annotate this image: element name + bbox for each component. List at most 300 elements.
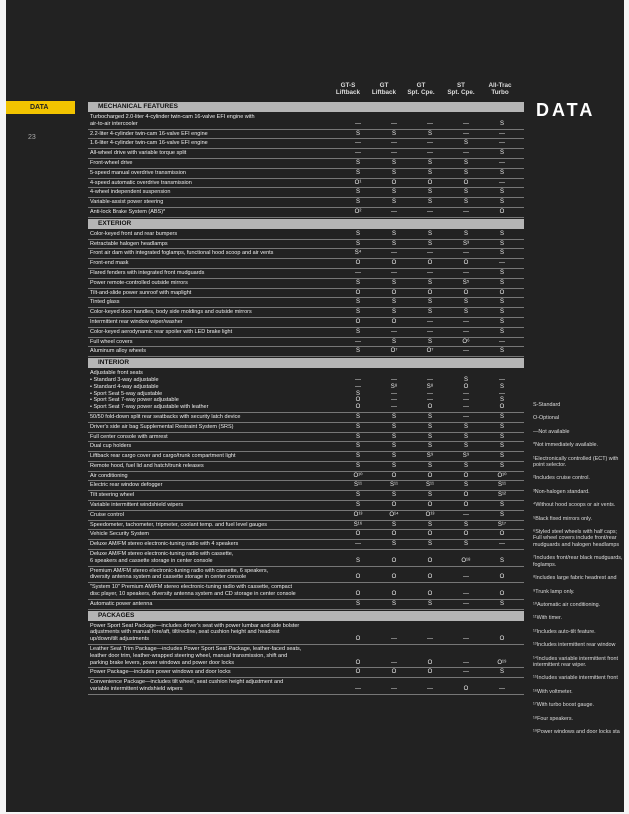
value-text: — bbox=[499, 390, 505, 397]
value-text: O bbox=[499, 531, 505, 538]
table-row bbox=[88, 521, 524, 531]
feature-line: Power Package—includes power windows and door locks bbox=[90, 669, 231, 676]
table-row bbox=[88, 169, 524, 179]
value-text: S bbox=[391, 423, 396, 430]
value-text: — bbox=[499, 140, 505, 147]
feature-line: Remote hood, fuel lid and hatch/trunk releases bbox=[90, 462, 204, 469]
value-text: O bbox=[463, 260, 469, 267]
value-text: S bbox=[355, 199, 360, 206]
value-text: O bbox=[391, 260, 397, 267]
value-text: S bbox=[499, 383, 504, 390]
value-text: S bbox=[427, 462, 432, 469]
value-cell bbox=[448, 230, 484, 239]
legend-item: ³Non-halogen standard. bbox=[533, 488, 590, 495]
feature-label bbox=[88, 259, 340, 268]
value-cell bbox=[340, 159, 376, 168]
feature-label bbox=[88, 240, 340, 249]
feature-label bbox=[88, 159, 340, 168]
value-cell bbox=[340, 149, 376, 158]
value-cell bbox=[484, 550, 520, 566]
table-row bbox=[88, 481, 524, 491]
value-text: — bbox=[427, 140, 433, 147]
value-cell bbox=[484, 328, 520, 337]
value-text: O bbox=[427, 502, 433, 509]
value-cell bbox=[340, 423, 376, 432]
value-cell bbox=[412, 298, 448, 307]
table-row bbox=[88, 269, 524, 279]
value-cell bbox=[340, 289, 376, 298]
table-row bbox=[88, 491, 524, 501]
table-row bbox=[88, 347, 524, 357]
value-cell bbox=[340, 413, 376, 422]
value-cell bbox=[376, 530, 412, 539]
feature-line: Anti-lock Brake System (ABS)* bbox=[90, 208, 166, 215]
value-cell bbox=[412, 159, 448, 168]
feature-label bbox=[88, 462, 340, 471]
value-cell bbox=[376, 279, 412, 288]
value-cell bbox=[412, 139, 448, 148]
table-row bbox=[88, 198, 524, 208]
table-row bbox=[88, 600, 524, 610]
feature-label bbox=[88, 279, 340, 288]
value-text: — bbox=[463, 669, 469, 676]
table-row bbox=[88, 188, 524, 198]
value-text: S bbox=[427, 521, 432, 528]
value-text: — bbox=[427, 390, 433, 397]
table-row bbox=[88, 279, 524, 289]
value-cell bbox=[484, 169, 520, 178]
table-row bbox=[88, 139, 524, 149]
value-text: S⁹ bbox=[462, 453, 470, 460]
table-row bbox=[88, 413, 524, 423]
table-row bbox=[88, 149, 524, 159]
value-text: S bbox=[427, 541, 432, 548]
legend-item: —Not available bbox=[533, 428, 570, 435]
value-text: S bbox=[355, 600, 360, 607]
value-cell bbox=[376, 645, 412, 667]
feature-line: Variable-assist power steering bbox=[90, 199, 164, 206]
feature-label bbox=[88, 369, 340, 412]
value-text: O bbox=[499, 289, 505, 296]
value-text: O bbox=[463, 472, 469, 479]
value-cell bbox=[412, 259, 448, 268]
feature-line: All-wheel drive with variable torque split bbox=[90, 150, 187, 157]
value-text: — bbox=[499, 179, 505, 186]
value-cell bbox=[448, 113, 484, 129]
value-cell bbox=[376, 169, 412, 178]
feature-line: disc player, 10 speakers, diversity antenna system and CD storage in center console bbox=[90, 591, 296, 598]
legend-item: ⁵Black fixed mirrors only. bbox=[533, 515, 593, 522]
value-cell bbox=[448, 540, 484, 549]
value-cell bbox=[340, 130, 376, 139]
value-cell bbox=[412, 130, 448, 139]
value-text: S bbox=[355, 159, 360, 166]
value-text: O bbox=[355, 591, 361, 598]
value-cell bbox=[484, 481, 520, 490]
value-text: O bbox=[499, 404, 505, 411]
feature-line: Premium AM/FM stereo electronic-tuning radio with cassette, 6 speakers, bbox=[90, 567, 269, 574]
legend-item: ²Includes cruise control. bbox=[533, 475, 590, 482]
value-text: O bbox=[355, 404, 361, 411]
value-cell bbox=[340, 491, 376, 500]
table-row bbox=[88, 511, 524, 521]
feature-line: Automatic power antenna bbox=[90, 600, 153, 607]
value-text: S bbox=[463, 199, 468, 206]
value-text: S bbox=[499, 413, 504, 420]
value-text: S bbox=[391, 230, 396, 237]
legend-item: ¹⁶With voltmeter. bbox=[533, 688, 573, 695]
feature-line: Cruise control bbox=[90, 511, 124, 518]
value-cell bbox=[412, 149, 448, 158]
column-header bbox=[441, 82, 481, 96]
value-text: — bbox=[355, 376, 361, 383]
feature-label bbox=[88, 540, 340, 549]
value-text: S bbox=[391, 413, 396, 420]
table-row bbox=[88, 442, 524, 452]
value-text: S bbox=[499, 189, 504, 196]
value-cell bbox=[340, 583, 376, 599]
value-text: O bbox=[427, 557, 433, 564]
value-text: S bbox=[499, 557, 504, 564]
legend-item: ⁸Includes large fabric headrest and bbox=[533, 575, 617, 582]
feature-label bbox=[88, 269, 340, 278]
legend-item: *Not immediately available. bbox=[533, 442, 599, 449]
value-text: — bbox=[391, 376, 397, 383]
value-cell bbox=[484, 308, 520, 317]
value-text: S bbox=[427, 199, 432, 206]
value-cell bbox=[484, 208, 520, 217]
value-cell bbox=[448, 149, 484, 158]
value-text: — bbox=[427, 328, 433, 335]
table-row bbox=[88, 328, 524, 338]
feature-line: Flared fenders with integrated front mudguards bbox=[90, 269, 205, 276]
feature-label bbox=[88, 521, 340, 530]
value-text: O bbox=[463, 179, 469, 186]
feature-label bbox=[88, 550, 340, 566]
feature-line: Color-keyed aerodynamic rear spoiler with LED brake light bbox=[90, 328, 233, 335]
value-cell bbox=[340, 481, 376, 490]
value-text: S bbox=[499, 309, 504, 316]
feature-label bbox=[88, 298, 340, 307]
value-text: S bbox=[427, 169, 432, 176]
feature-line: Deluxe AM/FM stereo electronic-tuning radio with cassette, bbox=[90, 551, 234, 558]
value-text: S bbox=[427, 130, 432, 137]
value-cell bbox=[484, 645, 520, 667]
value-text: S¹¹ bbox=[498, 482, 506, 489]
value-text: O bbox=[427, 574, 433, 581]
value-cell bbox=[340, 139, 376, 148]
value-text bbox=[412, 370, 448, 377]
feature-line: Tilt-and-slide power sunroof with maplight bbox=[90, 289, 192, 296]
value-text: S bbox=[391, 338, 396, 345]
value-cell bbox=[448, 678, 484, 694]
value-text: — bbox=[391, 328, 397, 335]
value-cell bbox=[340, 188, 376, 197]
value-cell bbox=[340, 530, 376, 539]
value-text: O bbox=[427, 289, 433, 296]
legend-item: ¹⁹Power windows and door locks sta bbox=[533, 728, 620, 735]
value-text: — bbox=[427, 686, 433, 693]
value-cell bbox=[448, 600, 484, 609]
value-text: — bbox=[391, 269, 397, 276]
column-header bbox=[328, 82, 368, 96]
value-text: S bbox=[355, 462, 360, 469]
value-text: S bbox=[391, 541, 396, 548]
value-text: — bbox=[499, 376, 505, 383]
value-text: S bbox=[391, 240, 396, 247]
column-header bbox=[480, 82, 520, 96]
value-text: O bbox=[355, 659, 361, 666]
value-cell bbox=[376, 338, 412, 347]
value-cell bbox=[448, 521, 484, 530]
table-row bbox=[88, 567, 524, 584]
value-cell bbox=[376, 269, 412, 278]
column-header bbox=[364, 82, 404, 96]
feature-label bbox=[88, 622, 340, 644]
value-text: — bbox=[499, 338, 505, 345]
table-row bbox=[88, 622, 524, 645]
value-cell bbox=[412, 550, 448, 566]
value-text: S bbox=[499, 150, 504, 157]
value-cell bbox=[484, 423, 520, 432]
feature-line: up/down/tilt adjustments bbox=[90, 636, 150, 643]
value-text: S bbox=[499, 318, 504, 325]
value-cell bbox=[448, 279, 484, 288]
value-cell bbox=[484, 462, 520, 471]
value-text: — bbox=[463, 208, 469, 215]
value-cell bbox=[484, 452, 520, 461]
value-text: O bbox=[355, 669, 361, 676]
value-text: — bbox=[391, 250, 397, 257]
feature-line: • Standard 3-way adjustable bbox=[90, 376, 159, 383]
table-row bbox=[88, 230, 524, 240]
value-text: S bbox=[427, 309, 432, 316]
value-text: O¹⁰ bbox=[497, 472, 507, 479]
value-text: S bbox=[427, 299, 432, 306]
value-text: S bbox=[499, 511, 504, 518]
table-row bbox=[88, 668, 524, 678]
value-cell bbox=[340, 678, 376, 694]
value-text: S bbox=[355, 230, 360, 237]
value-text: S bbox=[499, 453, 504, 460]
value-cell bbox=[448, 198, 484, 207]
value-cell bbox=[484, 369, 520, 412]
value-cell bbox=[340, 369, 376, 412]
value-text: O bbox=[355, 574, 361, 581]
value-text: S bbox=[463, 541, 468, 548]
value-cell bbox=[448, 452, 484, 461]
table-row bbox=[88, 318, 524, 328]
value-text: — bbox=[463, 511, 469, 518]
value-cell bbox=[448, 530, 484, 539]
value-text: S bbox=[391, 189, 396, 196]
table-row bbox=[88, 501, 524, 511]
value-text: — bbox=[391, 659, 397, 666]
value-cell bbox=[340, 259, 376, 268]
value-cell bbox=[448, 481, 484, 490]
legend-item: ¹³Includes intermittent rear window bbox=[533, 642, 616, 649]
legend-item: ¹⁰Automatic air conditioning. bbox=[533, 601, 601, 608]
value-cell bbox=[412, 452, 448, 461]
feature-label bbox=[88, 113, 340, 129]
feature-label bbox=[88, 442, 340, 451]
value-text: O¹ bbox=[354, 179, 362, 186]
value-text: — bbox=[463, 404, 469, 411]
feature-label bbox=[88, 472, 340, 481]
value-cell bbox=[412, 511, 448, 520]
value-text: S bbox=[355, 443, 360, 450]
value-text: S bbox=[355, 453, 360, 460]
value-text: O bbox=[427, 260, 433, 267]
value-cell bbox=[376, 113, 412, 129]
value-cell bbox=[412, 567, 448, 583]
value-cell bbox=[412, 113, 448, 129]
column-header bbox=[401, 82, 441, 96]
value-cell bbox=[376, 433, 412, 442]
value-cell bbox=[448, 338, 484, 347]
value-cell bbox=[412, 462, 448, 471]
value-text: S bbox=[499, 397, 504, 404]
value-cell bbox=[484, 198, 520, 207]
value-cell bbox=[376, 289, 412, 298]
value-text: — bbox=[391, 404, 397, 411]
value-text: S bbox=[463, 169, 468, 176]
table-row bbox=[88, 369, 524, 413]
value-text: O¹⁴ bbox=[389, 511, 399, 518]
value-cell bbox=[484, 501, 520, 510]
feature-label bbox=[88, 149, 340, 158]
value-cell bbox=[412, 530, 448, 539]
feature-label bbox=[88, 491, 340, 500]
value-text: S bbox=[391, 159, 396, 166]
value-text: S bbox=[391, 600, 396, 607]
feature-label bbox=[88, 230, 340, 239]
value-text: S bbox=[355, 433, 360, 440]
value-cell bbox=[340, 622, 376, 644]
feature-label bbox=[88, 188, 340, 197]
value-text: — bbox=[391, 686, 397, 693]
value-text: O bbox=[391, 574, 397, 581]
value-cell bbox=[448, 668, 484, 677]
value-text: S bbox=[427, 159, 432, 166]
feature-line: Retractable halogen headlamps bbox=[90, 240, 168, 247]
table-row bbox=[88, 240, 524, 250]
value-cell bbox=[340, 318, 376, 327]
value-text: — bbox=[391, 150, 397, 157]
value-text: S bbox=[427, 423, 432, 430]
value-cell bbox=[376, 298, 412, 307]
value-text: S bbox=[427, 443, 432, 450]
value-text: S bbox=[355, 309, 360, 316]
value-text: — bbox=[427, 397, 433, 404]
value-cell bbox=[340, 452, 376, 461]
value-text: — bbox=[355, 383, 361, 390]
value-cell bbox=[340, 347, 376, 356]
value-cell bbox=[340, 208, 376, 217]
table-row bbox=[88, 423, 524, 433]
column-header-line2: Liftback bbox=[371, 89, 397, 96]
value-text: — bbox=[463, 390, 469, 397]
feature-label bbox=[88, 423, 340, 432]
value-text: S bbox=[391, 433, 396, 440]
value-cell bbox=[412, 645, 448, 667]
value-cell bbox=[448, 442, 484, 451]
value-text: — bbox=[463, 591, 469, 598]
value-text: O bbox=[355, 260, 361, 267]
value-text: S bbox=[355, 279, 360, 286]
feature-label bbox=[88, 328, 340, 337]
value-text: — bbox=[391, 390, 397, 397]
feature-line: Tilt steering wheel bbox=[90, 492, 135, 499]
value-text: O bbox=[391, 289, 397, 296]
feature-label bbox=[88, 678, 340, 694]
value-text: S⁸ bbox=[390, 383, 398, 390]
value-cell bbox=[340, 169, 376, 178]
feature-label bbox=[88, 511, 340, 520]
value-text: — bbox=[499, 541, 505, 548]
value-text: — bbox=[499, 159, 505, 166]
value-cell bbox=[484, 678, 520, 694]
table-row bbox=[88, 472, 524, 482]
legend bbox=[533, 402, 625, 742]
value-text: S bbox=[463, 189, 468, 196]
value-cell bbox=[484, 188, 520, 197]
value-text: S bbox=[499, 433, 504, 440]
value-cell bbox=[412, 540, 448, 549]
value-cell bbox=[412, 249, 448, 258]
value-cell bbox=[484, 540, 520, 549]
legend-item: S-Standard bbox=[533, 402, 561, 408]
value-cell bbox=[412, 198, 448, 207]
value-text: S bbox=[391, 299, 396, 306]
feature-line: 4-wheel independent suspension bbox=[90, 189, 171, 196]
value-cell bbox=[448, 308, 484, 317]
value-cell bbox=[340, 328, 376, 337]
value-text: O¹⁹ bbox=[497, 659, 507, 666]
value-text: — bbox=[427, 269, 433, 276]
value-cell bbox=[340, 240, 376, 249]
value-text: S bbox=[355, 240, 360, 247]
column-header-line1: All-Trac bbox=[488, 82, 512, 89]
value-text bbox=[484, 370, 520, 377]
value-cell bbox=[484, 318, 520, 327]
value-text: O bbox=[427, 531, 433, 538]
value-cell bbox=[340, 550, 376, 566]
value-text: O⁷ bbox=[390, 348, 398, 355]
value-text: S bbox=[463, 230, 468, 237]
column-header-line1: GT bbox=[379, 82, 389, 89]
value-cell bbox=[340, 298, 376, 307]
value-text: — bbox=[355, 686, 361, 693]
value-cell bbox=[376, 347, 412, 356]
value-text: S bbox=[355, 328, 360, 335]
value-cell bbox=[484, 149, 520, 158]
value-text: O bbox=[463, 686, 469, 693]
value-cell bbox=[340, 442, 376, 451]
value-text: O¹⁰ bbox=[353, 472, 363, 479]
feature-line: Leather Seat Trim Package—includes Power Sport Seat Package, leather-faced seats, bbox=[90, 646, 302, 653]
value-text: S bbox=[427, 240, 432, 247]
value-cell bbox=[448, 249, 484, 258]
feature-line: • Standard 4-way adjustable bbox=[90, 383, 159, 390]
value-cell bbox=[484, 338, 520, 347]
feature-line: Full wheel covers bbox=[90, 338, 133, 345]
feature-line: "System 10" Premium AM/FM stereo electronic-tuning radio with cassette, compact bbox=[90, 584, 292, 591]
table-row bbox=[88, 298, 524, 308]
value-cell bbox=[448, 423, 484, 432]
value-cell bbox=[448, 347, 484, 356]
value-text: S⁸ bbox=[426, 383, 434, 390]
